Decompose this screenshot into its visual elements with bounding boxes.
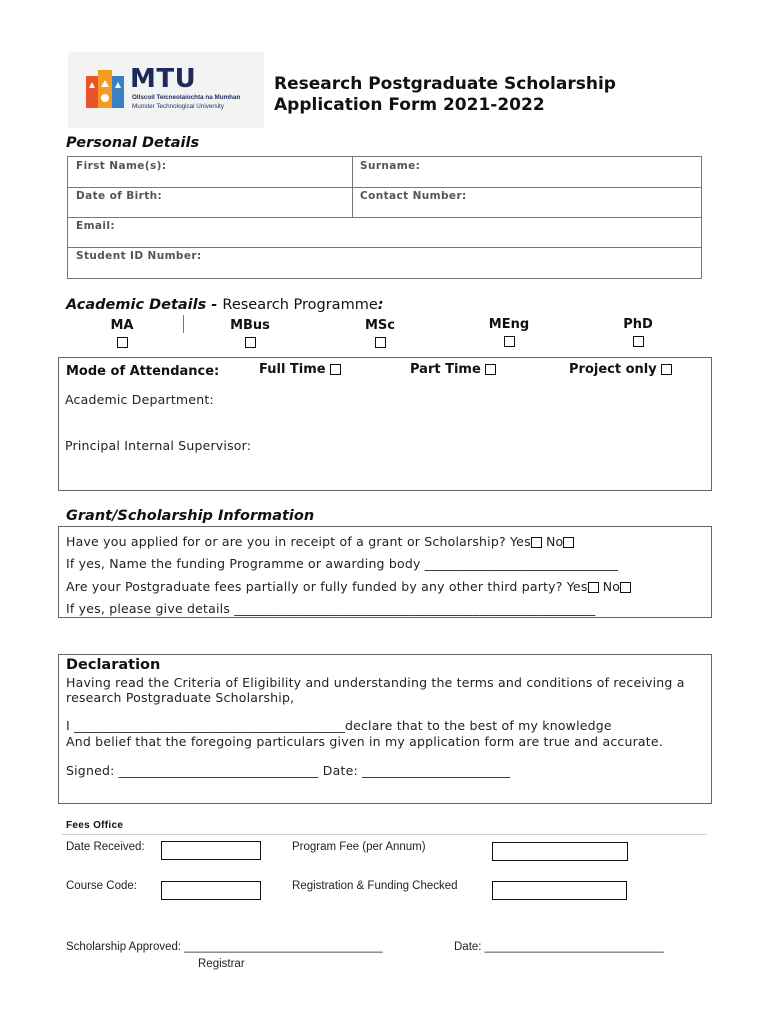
mode-full-time-checkbox[interactable] (330, 364, 341, 375)
research-programme-label: Research Programme (222, 297, 378, 313)
registrar-label: Registrar (198, 958, 245, 970)
form-title-line1: Research Postgraduate Scholarship (274, 74, 616, 94)
first-name-label: First Name(s): (76, 160, 167, 172)
grant-heading: Grant/Scholarship Information (66, 508, 315, 524)
grant-q3-text: Are your Postgraduate fees partially or fully funded by any other third party? Yes (66, 579, 588, 594)
email-field[interactable] (76, 220, 115, 232)
mtu-crest-icon (84, 66, 128, 112)
funding-details-field[interactable]: If yes, please give details ________________________________________________________ (66, 601, 596, 616)
programme-ma-checkbox[interactable] (117, 337, 128, 348)
approval-date-field[interactable]: Date: ____________________________ (454, 941, 664, 953)
grant-box (58, 526, 712, 618)
student-id-field[interactable] (76, 250, 202, 262)
programme-divider (183, 315, 184, 333)
grant-q1-no-label: No (545, 534, 564, 549)
programme-msc-label: MSc (364, 318, 395, 333)
declaration-box (58, 654, 712, 804)
logo-abbr: MTU (130, 64, 197, 94)
contact-number-field[interactable] (360, 190, 467, 202)
mtu-logo (68, 52, 264, 128)
surname-field[interactable] (360, 160, 420, 172)
funding-programme-field[interactable]: If yes, Name the funding Programme or awarding body ______________________________ (66, 556, 619, 571)
programme-mbus-label: MBus (230, 318, 270, 333)
contact-number-label: Contact Number: (360, 190, 467, 202)
grant-q3-yes-checkbox[interactable] (588, 582, 599, 593)
mode-project-only-checkbox[interactable] (661, 364, 672, 375)
first-name-field[interactable] (76, 160, 166, 172)
programme-phd-checkbox[interactable] (633, 336, 644, 347)
academic-heading-text: Academic Details - (66, 297, 218, 313)
programme-msc-checkbox[interactable] (375, 337, 386, 348)
programme-ma-label: MA (110, 318, 134, 333)
declaration-text-1: Having read the Criteria of Eligibility and understanding the terms and conditions of receiving a (66, 675, 685, 690)
academic-department-label: Academic Department: (65, 392, 214, 407)
supervisor-label: Principal Internal Supervisor: (65, 438, 252, 453)
academic-department-field[interactable] (65, 392, 214, 407)
declaration-heading: Declaration (66, 657, 161, 673)
dob-field[interactable] (76, 190, 162, 202)
course-code-input[interactable] (161, 881, 261, 900)
mode-project-only (569, 362, 672, 377)
registration-check-label: Registration & Funding Checked (292, 880, 458, 892)
programme-meng-checkbox[interactable] (504, 336, 515, 347)
mode-part-time (410, 362, 496, 377)
grant-q3-no-label: No (602, 579, 621, 594)
declaration-text-2: research Postgraduate Scholarship, (66, 690, 295, 705)
dob-label: Date of Birth: (76, 190, 163, 202)
signature-date-field[interactable]: Signed: _______________________________ Date: _______________________ (66, 763, 511, 778)
program-fee-input[interactable] (492, 842, 628, 861)
grant-q1-yes-checkbox[interactable] (531, 537, 542, 548)
student-id-label: Student ID Number: (76, 250, 202, 262)
grant-q1-text: Have you applied for or are you in receipt of a grant or Scholarship? Yes (66, 534, 531, 549)
date-received-input[interactable] (161, 841, 261, 860)
grant-q1-no-checkbox[interactable] (563, 537, 574, 548)
personal-details-table (67, 156, 702, 279)
supervisor-field[interactable] (65, 438, 251, 453)
personal-details-heading: Personal Details (66, 135, 200, 151)
mode-full-time-label: Full Time (259, 362, 326, 377)
mode-full-time (259, 362, 341, 377)
surname-label: Surname: (360, 160, 421, 172)
mode-part-time-label: Part Time (410, 362, 481, 377)
course-code-label: Course Code: (66, 880, 137, 892)
fees-office-heading: Fees Office (66, 820, 124, 831)
program-fee-label: Program Fee (per Annum) (292, 841, 426, 853)
programme-msc (352, 318, 408, 348)
programme-mbus (222, 318, 278, 348)
programme-mbus-checkbox[interactable] (245, 337, 256, 348)
mode-part-time-checkbox[interactable] (485, 364, 496, 375)
email-label: Email: (76, 220, 115, 232)
date-received-label: Date Received: (66, 841, 145, 853)
programme-meng (481, 317, 537, 347)
grant-q3-no-checkbox[interactable] (620, 582, 631, 593)
logo-english-name: Munster Technological University (132, 103, 224, 110)
fees-divider (62, 834, 707, 835)
declaration-name-field[interactable]: I __________________________________________declare that to the best of my knowledge (66, 718, 612, 733)
declaration-text-4: And belief that the foregoing particulars given in my application form are true and accurate. (66, 734, 663, 749)
form-title-line2: Application Form 2021-2022 (274, 95, 545, 115)
programme-phd-label: PhD (623, 317, 653, 332)
logo-irish-name: Ollscoil Teicneolaíochta na Mumhan (132, 94, 241, 101)
research-programme-colon: : (377, 297, 384, 313)
attendance-box (58, 357, 712, 491)
scholarship-approved-field[interactable]: Scholarship Approved: _______________________________ (66, 941, 383, 953)
academic-details-heading (66, 297, 384, 313)
mode-project-only-label: Project only (569, 362, 657, 377)
registration-check-input[interactable] (492, 881, 627, 900)
mode-of-attendance-label: Mode of Attendance: (66, 364, 220, 379)
programme-phd (610, 317, 666, 347)
programme-ma (94, 318, 150, 348)
grant-question-1 (66, 534, 574, 549)
grant-question-3 (66, 579, 631, 594)
programme-meng-label: MEng (488, 317, 530, 332)
